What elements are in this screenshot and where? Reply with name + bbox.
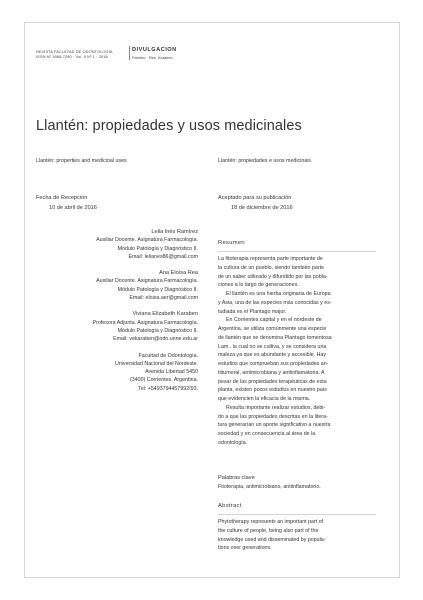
author-role: Auxiliar Docente. Asignatura Farmacología. [96, 237, 198, 244]
abstract-line: Phytotherapy represents an important part of [218, 519, 324, 525]
author-role: Profesora Adjunta. Asignatura Farmacología. [92, 319, 198, 326]
author-block [40, 228, 198, 393]
section-label: DIVULGACION [132, 47, 177, 53]
title-english: Llantén: properties and medicinal uses [36, 158, 127, 164]
resumen-line: do a que las propiedades descritas en la litera- [218, 413, 328, 420]
accepted-label: Aceptado para su publicación [218, 195, 292, 201]
resumen-line: de llantén que se denomina Plantago tomentosa [218, 334, 332, 341]
author-email: Email: lelianes86@gmail.com [128, 253, 198, 260]
author-email: Email: eloisa.aer@gmail.com [129, 295, 198, 302]
affiliation-line: Tel: +5493794457992/93. [138, 385, 198, 392]
header-divider [129, 46, 130, 60]
resumen-line: planta, existen pocos estudios en nuestro país [218, 387, 327, 394]
resumen-line: ciones a lo largo de generaciones. [218, 282, 299, 289]
resumen-line: tiitumoral, antimicrobiana y antiinflamatoria. A [218, 369, 325, 376]
affiliation-line: Avenida Libertad 5450 [145, 369, 198, 376]
abstract-rule [218, 514, 376, 515]
received-date: 10 de abril de 2016 [49, 205, 97, 211]
author-module: Módulo Patología y Diagnóstico II. [117, 327, 198, 334]
received-label: Fecha de Recepción [36, 195, 88, 201]
resumen-line: tudiada es el Plantago major. [218, 308, 287, 315]
resumen-line: Argentina, se utiliza comúnmente una especie [218, 326, 327, 332]
abstract-line: tions over generations. [218, 545, 272, 552]
resumen-line: la cultura de un pueblo, siendo también parte [218, 264, 325, 271]
journal-issn: ISSN Nº 1668-7280 · Vol. 9 Nº 1 · 2016 [36, 54, 108, 60]
article-title: Llantén: propiedades y usos medicinales [36, 118, 302, 134]
resumen-line: La fitoterapia representa parte importante de [218, 256, 323, 262]
resumen-line: Resulta importante realizar estudios, debi- [226, 404, 326, 411]
keywords-label: Palabras clave [218, 475, 255, 481]
resumen-body [218, 255, 376, 448]
author-module: Módulo Patología y Diagnóstico II. [117, 286, 198, 293]
resumen-line: maleza ya que es abundante y accesible. Hay [218, 352, 327, 359]
resumen-line: sociedad y en consecuencia al área de la [218, 431, 316, 437]
author-role: Auxiliar Docente. Asignatura Farmacología. [96, 278, 198, 285]
author-name: Ana Eloísa Rea [159, 270, 198, 277]
resumen-line: pesar de las propiedades terapéuticas de esta [218, 378, 327, 385]
journal-header [36, 49, 113, 60]
abstract-heading: Abstract [218, 503, 242, 509]
resumen-line: tura generarían un aporte significativo a nuestra [218, 422, 331, 429]
accepted-date: 18 de diciembre de 2016 [231, 205, 293, 211]
resumen-line: estudios que comprueban sus propiedades an- [218, 361, 329, 367]
affiliation-line: (3400) Corrientes, Argentina. [129, 377, 198, 384]
abstract-body [218, 518, 376, 553]
resumen-rule [218, 251, 376, 252]
author-name: Viviana Elizabeth Karaben [132, 311, 198, 318]
journal-name: REVISTA FACULTAD DE ODONTOLOGÍA [36, 49, 113, 54]
author-email: Email: vekaraben@odn.unne.edu.ar [113, 336, 198, 343]
section-authors: Farmbo · Res. Karaben [132, 55, 173, 60]
affiliation-line: Facultad de Odontología. [138, 352, 198, 359]
abstract-line: the culture of people, being also part of the [218, 527, 319, 534]
resumen-line: Lam., la cual no se cultiva, y se considera una [218, 343, 327, 350]
resumen-heading: Resumen [218, 240, 245, 246]
resumen-line: El llantén es una hierba originaria de Europa [226, 291, 331, 297]
resumen-line: que evidencien la eficacia de la misma. [218, 396, 311, 402]
author-module: Módulo Patología y Diagnóstico II. [117, 245, 198, 252]
resumen-line: En Corrientes capital y en el nordeste de [226, 317, 322, 324]
resumen-line: y Asia, una de las especies más conocidas y es- [218, 299, 332, 306]
resumen-line: odontología. [218, 439, 248, 446]
keywords-text: Fitoterapia, antimicrobiano, antiinflamatorio. [218, 484, 321, 490]
resumen-line: de un saber utilizado y difundido por las pobla- [218, 273, 328, 280]
affiliation-line: Universidad Nacional del Nordeste. [114, 360, 198, 367]
abstract-line: knowledge used and disseminated by popula- [218, 536, 326, 543]
title-portuguese: Llantén: propiedades e usos medicinais [218, 158, 312, 164]
author-name: Lelia Inés Ramírez [151, 229, 198, 235]
